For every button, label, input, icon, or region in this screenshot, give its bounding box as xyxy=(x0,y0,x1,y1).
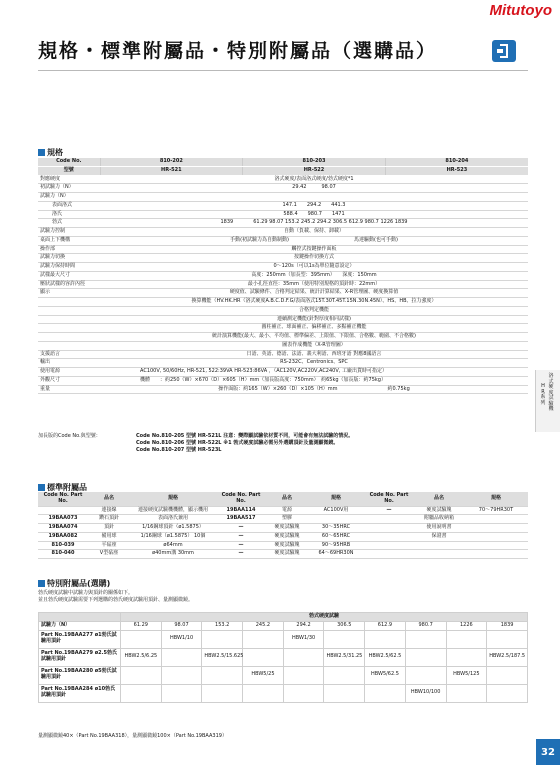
brinell-force-value: 980.7 xyxy=(405,621,446,630)
brinell-indenter-cell: HBW2.5/31.25 xyxy=(324,648,365,666)
spec-row-value: 0～120s（可以1s為單位隨意設定） xyxy=(100,263,528,272)
brinell-indenter-cell xyxy=(121,666,162,684)
spec-section-title: 規格 xyxy=(47,148,63,157)
brinell-force-value: 1839 xyxy=(487,621,528,630)
bullet-square-icon xyxy=(38,484,45,491)
accessory-cell: 60～65HRC xyxy=(308,532,364,541)
special-accessories-footer: 量測顯微鏡40×（Part No.19BAA318），量測顯微鏡100×（Part No.19BAA319） xyxy=(38,733,227,739)
hardness-tester-icon xyxy=(492,40,516,62)
spec-row xyxy=(38,315,528,324)
spec-row-value: 588.4 980.7 1471 xyxy=(100,210,528,219)
spec-row-value: 操作面版：約165（W）×260（D）×105（H）mm 約0.75kg xyxy=(100,385,528,394)
accessory-header-cell: 規格 xyxy=(308,492,364,506)
accessory-cell: 保證書 xyxy=(414,532,464,541)
accessory-cell: 硬度試驗塊 xyxy=(266,550,308,559)
accessory-cell: 硬度試驗塊 xyxy=(266,524,308,533)
spec-row-label: 試驗力保持時間 xyxy=(38,263,100,272)
side-tab-category: 洛式硬度試驗機 xyxy=(548,373,554,412)
accessory-cell xyxy=(464,541,528,550)
brinell-indenter-cell xyxy=(202,630,243,648)
brinell-indenter-cell: HBW2.5/15.625 xyxy=(202,648,243,666)
spec-row-value: 手動(初試驗力為自動制動) 馬達驅動(也可手動) xyxy=(100,236,528,245)
spec-row-label xyxy=(38,315,100,324)
intro-line: 並且勃氏硬度試驗需要下列選購的勃氏硬度試驗用頂針、量測顯微鏡。 xyxy=(38,596,194,603)
spec-row-value: 147.1 294.2 441.3 xyxy=(100,201,528,210)
spec-row-value: 硬度值、試驗條件、合格判定結果、統計計算結果、X-R管理圖、硬度換算值 xyxy=(100,289,528,298)
accessory-cell: 表面洛氏兼用 xyxy=(130,515,216,524)
spec-row xyxy=(38,175,528,184)
accessory-cell: 1/16鋼球（ø1.5875） 10個 xyxy=(130,532,216,541)
brinell-indenter-label: Part No.19BAA279 ø2.5勃氏試驗用頂針 xyxy=(39,648,121,666)
spec-row-value: 觸控式按鍵操作面板 xyxy=(100,245,528,254)
brinell-force-value: 306.5 xyxy=(324,621,365,630)
accessory-header-row xyxy=(38,492,528,506)
accessory-row xyxy=(38,541,528,550)
spec-header-row xyxy=(38,158,528,166)
brinell-force-value: 294.2 xyxy=(283,621,324,630)
accessory-row xyxy=(38,515,528,524)
spec-row-label: 對應硬度 xyxy=(38,175,100,184)
spec-header-cell: HR-522 xyxy=(243,166,386,175)
brinell-force-value: 612.9 xyxy=(365,621,406,630)
brinell-indenter-row xyxy=(39,684,528,702)
spec-section-heading xyxy=(38,147,63,158)
spec-row-label: 試驗力切換 xyxy=(38,254,100,263)
spec-row-value: 29.42 98.07 xyxy=(100,184,528,193)
brinell-force-value: 61.29 xyxy=(121,621,162,630)
brinell-indenter-cell: HBW2.5/187.5 xyxy=(487,648,528,666)
brinell-force-value: 98.07 xyxy=(161,621,202,630)
accessory-cell: ø40mm溝 30mm xyxy=(130,550,216,559)
brinell-indenter-cell xyxy=(487,684,528,702)
spec-row xyxy=(38,298,528,307)
accessory-cell: — xyxy=(216,524,266,533)
spec-row-value: 最小孔徑直徑：35mm（使用特別規格的頂針時：22mm） xyxy=(100,280,528,289)
brinell-indenter-cell xyxy=(243,648,284,666)
accessory-cell: 電源 xyxy=(266,506,308,515)
accessory-cell xyxy=(464,550,528,559)
spec-row-value xyxy=(100,193,528,202)
spec-row xyxy=(38,324,528,333)
spec-row-value: 自動（負載、保持、卸載） xyxy=(100,228,528,237)
accessory-cell: V型砧座 xyxy=(88,550,130,559)
accessory-cell xyxy=(38,506,88,515)
accessory-cell: ø64mm xyxy=(130,541,216,550)
accessory-cell: — xyxy=(364,506,414,515)
spec-row-label xyxy=(38,341,100,350)
accessory-cell xyxy=(464,524,528,533)
accessory-header-cell: 規格 xyxy=(464,492,528,506)
brinell-indenter-label: Part No.19BAA280 ø5勃氏試驗用頂針 xyxy=(39,666,121,684)
brinell-indenter-cell xyxy=(121,684,162,702)
accessory-cell xyxy=(364,515,414,524)
brinell-force-label: 試驗力（N） xyxy=(39,621,121,630)
spec-row-label: 壓狀試樣的容許內徑 xyxy=(38,280,100,289)
spec-row-value: 統計演算機能(最大、最小、平均值、標準偏差、上限值、下限值、合格數、範圍、不合格數) xyxy=(100,333,528,342)
spec-row-value: 機體 ：約250（W）×670（D）×605（H）mm（加長版高度：750mm） 約65kg（加長版：約75kg） xyxy=(100,376,528,385)
accessory-cell: 鑽石頂針 xyxy=(88,515,130,524)
brinell-indenter-cell xyxy=(243,630,284,648)
spec-row-label: 勃式 xyxy=(38,219,100,228)
spec-note-line: Code No.810-205 型號 HR-521L 注意：變際顯試驗依材質不同，可能會有無法試驗的情況。 xyxy=(136,433,354,439)
accessory-header-cell: Code No. Part No. xyxy=(364,492,414,506)
brinell-indenter-cell xyxy=(365,684,406,702)
accessory-cell xyxy=(364,541,414,550)
spec-row xyxy=(38,263,528,272)
brinell-indenter-cell xyxy=(446,648,487,666)
brinell-indenter-cell: HBW1/10 xyxy=(161,630,202,648)
accessory-header-cell: Code No. Part No. xyxy=(216,492,266,506)
accessory-cell xyxy=(464,515,528,524)
spec-row xyxy=(38,359,528,368)
brinell-indenter-cell xyxy=(283,666,324,684)
brinell-indenter-cell xyxy=(202,684,243,702)
spec-row-value: 高度：250mm（加長型：395mm） 深度：150mm xyxy=(100,271,528,280)
intro-line: 勃氏硬度試驗中試驗力與頂針的關係如下。 xyxy=(38,590,134,596)
bullet-square-icon xyxy=(38,580,45,587)
spec-header-cell: Code No. xyxy=(38,158,100,166)
accessory-cell xyxy=(414,550,464,559)
brinell-indenter-cell xyxy=(283,684,324,702)
spec-row xyxy=(38,219,528,228)
brinell-indenter-cell: HBW5/62.5 xyxy=(365,666,406,684)
accessory-cell: 70～79HR30T xyxy=(464,506,528,515)
accessory-row xyxy=(38,532,528,541)
spec-row xyxy=(38,201,528,210)
spec-notes xyxy=(38,433,353,453)
spec-row xyxy=(38,350,528,359)
brinell-indenter-cell xyxy=(121,630,162,648)
spec-row-label: 支援語言 xyxy=(38,350,100,359)
brinell-force-row xyxy=(39,621,528,630)
brinell-indenter-cell: HBW5/125 xyxy=(446,666,487,684)
spec-row-label xyxy=(38,324,100,333)
accessory-cell: — xyxy=(216,550,266,559)
brinell-indenter-cell xyxy=(161,666,202,684)
spec-header-cell: 810-203 xyxy=(243,158,386,166)
spec-row-label: 表面洛式 xyxy=(38,201,100,210)
accessory-cell: 810-039 xyxy=(38,541,88,550)
spec-row xyxy=(38,245,528,254)
accessory-cell: 使用說明書 xyxy=(414,524,464,533)
bullet-square-icon xyxy=(38,149,45,156)
special-accessories-heading xyxy=(38,578,110,589)
spec-row-label xyxy=(38,298,100,307)
brinell-indenter-cell: HBW2.5/62.5 xyxy=(365,648,406,666)
accessory-cell xyxy=(364,524,414,533)
standard-accessories-title: 標準附屬品 xyxy=(47,483,87,492)
brinell-indenter-cell xyxy=(446,684,487,702)
brinell-indenter-cell xyxy=(405,666,446,684)
brinell-indenter-cell xyxy=(487,630,528,648)
accessory-header-cell: 規格 xyxy=(130,492,216,506)
page-number: 32 xyxy=(536,739,560,765)
spec-row xyxy=(38,210,528,219)
brinell-indenter-cell xyxy=(405,630,446,648)
spec-row-label: 桌面上下機構 xyxy=(38,236,100,245)
spec-row-value: AC100V, 50/60Hz, HR-521, 522:39VA HR-523:86VA ，（AC120V,AC220V,AC240V, 工廠出貨時可指定） xyxy=(100,368,528,377)
brinell-indenter-cell: HBW1/30 xyxy=(283,630,324,648)
spec-row-label: 試樣最大尺寸 xyxy=(38,271,100,280)
brinell-indenter-cell xyxy=(161,684,202,702)
spec-row xyxy=(38,228,528,237)
brinell-indenter-cell: HBW2.5/6.25 xyxy=(121,648,162,666)
accessory-cell: 19BAA082 xyxy=(38,532,88,541)
spec-row-label: 初試驗力（N） xyxy=(38,184,100,193)
spec-row-label: 試驗力控制 xyxy=(38,228,100,237)
brinell-indenter-cell xyxy=(446,630,487,648)
page-title: 規格・標準附屬品・特別附屬品（選購品） xyxy=(38,40,438,62)
brinell-indenter-cell xyxy=(365,630,406,648)
accessory-cell xyxy=(308,515,364,524)
accessory-header-cell: Code No. Part No. xyxy=(38,492,88,506)
brinell-force-value: 153.2 xyxy=(202,621,243,630)
spec-row xyxy=(38,306,528,315)
spec-row-label: 試驗力（N） xyxy=(38,193,100,202)
spec-row xyxy=(38,236,528,245)
accessory-cell: 1/16鋼球頂針（ø1.5875） xyxy=(130,524,216,533)
spec-note-label: 加長版的Code No.與型號： xyxy=(38,433,101,439)
spec-row-value: 換算機能（HV.HK.HR（洛式硬度A.B.C.D.F.G/表面洛式15T.30T.45T.15N.30N.45N）、HS、HB、拉力強度） xyxy=(100,298,528,307)
spec-row-value: RS-232C、Centronics、SPC xyxy=(100,359,528,368)
brinell-indenter-cell xyxy=(405,648,446,666)
accessory-cell: 平砧座 xyxy=(88,541,130,550)
accessory-cell: 硬度試驗塊 xyxy=(266,541,308,550)
special-accessories-intro xyxy=(38,590,193,604)
brinell-indenter-cell xyxy=(202,666,243,684)
spec-row xyxy=(38,184,528,193)
brinell-indenter-label: Part No.19BAA284 ø10勃氏試驗用頂針 xyxy=(39,684,121,702)
brinell-indenter-row xyxy=(39,666,528,684)
accessory-cell xyxy=(464,532,528,541)
accessory-cell xyxy=(364,550,414,559)
accessory-cell: 備用球 xyxy=(88,532,130,541)
spec-header-row xyxy=(38,166,528,175)
spec-row xyxy=(38,385,528,394)
brand-logo: Mitutoyo xyxy=(489,2,552,19)
brinell-force-value: 1226 xyxy=(446,621,487,630)
standard-accessories-table xyxy=(38,492,528,559)
spec-header-cell: 型號 xyxy=(38,166,100,175)
spec-row-value: 1839 61.29 98.07 153.2 245.2 294.2 306.5 612.9 980.7 1226 1839 xyxy=(100,219,528,228)
spec-row-label xyxy=(38,306,100,315)
spec-row xyxy=(38,333,528,342)
brinell-indenter-cell xyxy=(161,648,202,666)
accessory-header-cell: 品名 xyxy=(266,492,308,506)
spec-header-cell: 810-204 xyxy=(385,158,528,166)
spec-row xyxy=(38,376,528,385)
spec-row xyxy=(38,368,528,377)
accessory-cell: 連接硬度試驗機機體，顯示機用 xyxy=(130,506,216,515)
accessory-cell: 19BAA074 xyxy=(38,524,88,533)
spec-row xyxy=(38,280,528,289)
accessory-cell: — xyxy=(216,532,266,541)
accessory-cell: 19BAA073 xyxy=(38,515,88,524)
brinell-indenter-table xyxy=(38,612,528,703)
spec-row xyxy=(38,271,528,280)
brinell-indenter-cell xyxy=(324,666,365,684)
spec-row-label: 使用電源 xyxy=(38,368,100,377)
brinell-indenter-cell xyxy=(487,666,528,684)
spec-row-label: 洛氏 xyxy=(38,210,100,219)
brinell-indenter-row xyxy=(39,630,528,648)
spec-row xyxy=(38,193,528,202)
accessory-cell: 90～95HRB xyxy=(308,541,364,550)
brinell-group-row xyxy=(39,613,528,622)
brinell-indenter-cell xyxy=(243,684,284,702)
accessory-row xyxy=(38,506,528,515)
spec-row-label: 重量 xyxy=(38,385,100,394)
accessory-header-cell: 品名 xyxy=(88,492,130,506)
spec-row-value: 合格判定機能 xyxy=(100,306,528,315)
spec-table xyxy=(38,158,528,394)
brinell-indenter-cell: HBW10/100 xyxy=(405,684,446,702)
accessory-row xyxy=(38,550,528,559)
accessory-cell: 硬度試驗塊 xyxy=(414,506,464,515)
spec-row-label: 外觀尺寸 xyxy=(38,376,100,385)
spec-row-label: 操作部 xyxy=(38,245,100,254)
special-accessories-title: 特別附屬品(選購) xyxy=(47,579,111,588)
accessory-cell: 30～35HRC xyxy=(308,524,364,533)
spec-header-cell: 810-202 xyxy=(100,158,243,166)
spec-row-value: 連續測定機能(針對厚度相同試樣) xyxy=(100,315,528,324)
title-divider xyxy=(38,70,528,71)
accessory-cell: 塑膠 xyxy=(266,515,308,524)
brinell-force-value: 245.2 xyxy=(243,621,284,630)
accessory-row xyxy=(38,524,528,533)
brinell-group-header: 勃式硬度試驗 xyxy=(121,613,528,622)
spec-row xyxy=(38,254,528,263)
spec-row-label xyxy=(38,333,100,342)
accessory-cell: — xyxy=(216,541,266,550)
spec-row-value: 圓柱補正、球面補正、偏移補正、多點補正機能 xyxy=(100,324,528,333)
accessory-cell: AC100V用 xyxy=(308,506,364,515)
spec-note-line: Code No.810-206 型號 HR-522L ※1 勃式硬度試驗必需另外選購頂針及量測顯微鏡。 xyxy=(136,439,339,446)
accessory-cell: 硬度試驗塊 xyxy=(266,532,308,541)
accessory-header-cell: 品名 xyxy=(414,492,464,506)
spec-row-value: 按鍵操作切換方式 xyxy=(100,254,528,263)
brinell-corner-cell xyxy=(39,613,121,622)
accessory-cell: 頂針 xyxy=(88,524,130,533)
spec-note-line: Code No.810-207 型號 HR-523L xyxy=(136,446,222,453)
accessory-cell xyxy=(364,532,414,541)
spec-row xyxy=(38,341,528,350)
accessory-cell: 連接線 xyxy=(88,506,130,515)
brinell-indenter-cell: HBW5/25 xyxy=(243,666,284,684)
side-tab-series: HR系列 xyxy=(540,383,546,406)
spec-row-value: 日語、英語、德語、法語、義大利語、西班牙語 對應8國語言 xyxy=(100,350,528,359)
spec-row-value: 圖表作成機能（X-R管理圖） xyxy=(100,341,528,350)
spec-header-cell: HR-521 xyxy=(100,166,243,175)
spec-row-label: 顯示 xyxy=(38,289,100,298)
spec-row xyxy=(38,289,528,298)
accessory-cell: 19BAA114 xyxy=(216,506,266,515)
accessory-cell: 64～69HR30N xyxy=(308,550,364,559)
brinell-indenter-cell xyxy=(324,684,365,702)
brinell-indenter-cell xyxy=(324,630,365,648)
spec-header-cell: HR-523 xyxy=(385,166,528,175)
brinell-indenter-cell xyxy=(283,648,324,666)
spec-row-value: 洛式硬度/表面洛式硬度/勃式硬度*1 xyxy=(100,175,528,184)
brinell-indenter-row xyxy=(39,648,528,666)
spec-row-label: 輸出 xyxy=(38,359,100,368)
accessory-cell: 19BAA517 xyxy=(216,515,266,524)
side-tab xyxy=(535,370,560,432)
accessory-cell: 附屬品收納箱 xyxy=(414,515,464,524)
accessory-cell: 810-040 xyxy=(38,550,88,559)
brinell-indenter-label: Part No.19BAA277 ø1勃氏試驗用頂針 xyxy=(39,630,121,648)
accessory-cell xyxy=(414,541,464,550)
